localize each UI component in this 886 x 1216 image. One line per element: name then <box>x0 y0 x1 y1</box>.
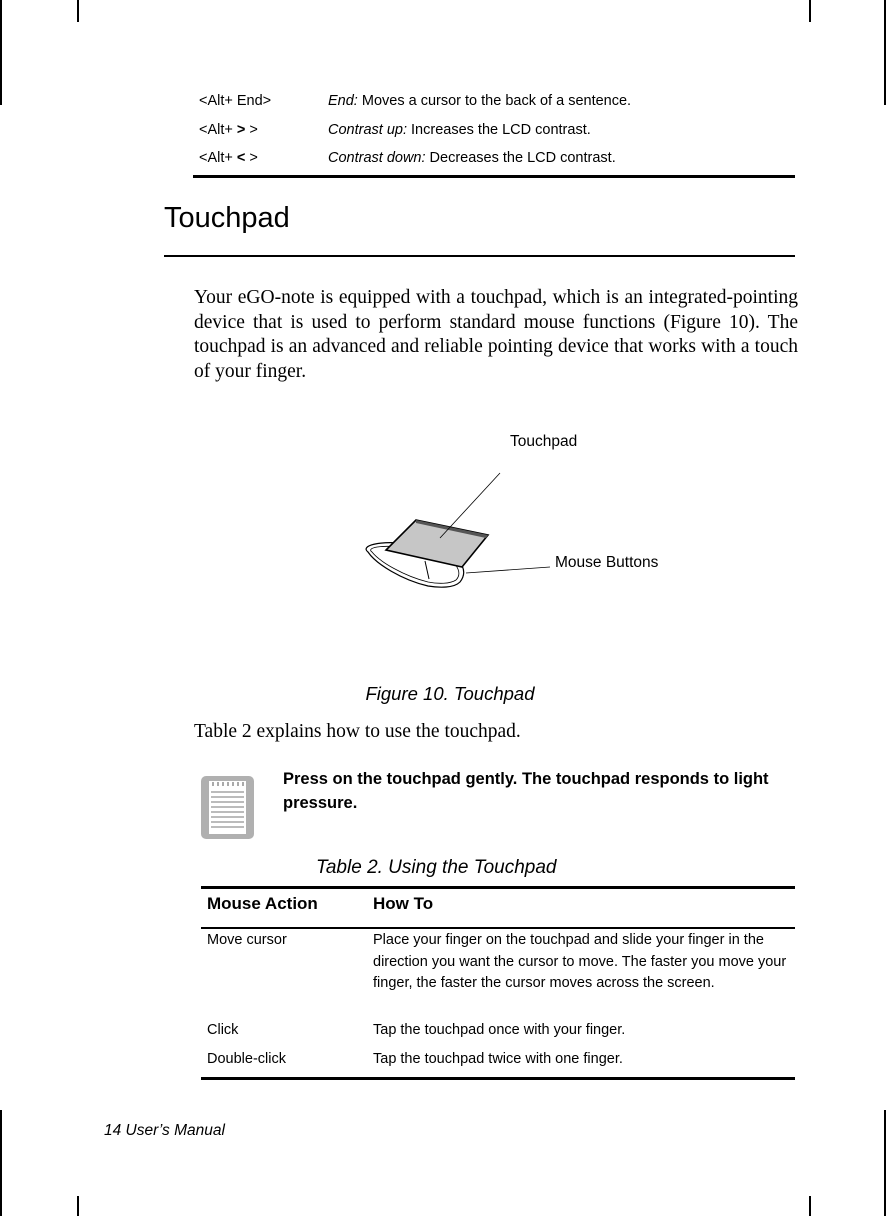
table-cell-howto: Tap the touchpad once with your finger. <box>373 1022 626 1038</box>
mouse-buttons-label: Mouse Buttons <box>555 554 659 571</box>
page-footer: 14 User’s Manual <box>104 1122 225 1139</box>
column-header-action: Mouse Action <box>207 894 318 913</box>
shortcut-description <box>328 149 616 167</box>
shortcut-description <box>328 92 631 110</box>
section-title: Touchpad <box>164 202 290 234</box>
shortcut-key: <Alt+ End> <box>199 93 272 109</box>
body-paragraph: Your eGO-note is equipped with a touchpad, which is an integrated-pointing device that is used to perform standard mouse functions (Figure 10). The touchpad is an advanced and reliable pointing device that works with a touch of your finger. <box>194 287 798 382</box>
shortcut-term: End: <box>328 93 358 109</box>
table-bottom-rule <box>201 1077 795 1080</box>
touchpad-leader <box>440 473 500 538</box>
crop-mark <box>884 0 886 105</box>
shortcut-text: Moves a cursor to the back of a sentence. <box>357 93 632 109</box>
shortcut-text: Decreases the LCD contrast. <box>425 150 616 166</box>
shortcut-term: Contrast down: <box>328 150 426 166</box>
crop-mark <box>0 0 2 105</box>
table-intro: Table 2 explains how to use the touchpad. <box>194 721 521 742</box>
column-header-howto: How To <box>373 894 434 913</box>
shortcut-key: <Alt+ < > <box>199 150 258 166</box>
table-cell-howto: Place your finger on the touchpad and slide your finger in the direction you want the cursor to move. The faster you move your finger, the faster the cursor moves across the screen. <box>373 932 787 991</box>
table-header-rule <box>201 927 795 929</box>
shortcut-text: Increases the LCD contrast. <box>407 122 591 138</box>
table-bottom-rule <box>193 175 795 178</box>
section-rule <box>164 255 795 257</box>
touchpad-illustration <box>350 460 570 600</box>
shortcut-term: Contrast up: <box>328 122 407 138</box>
figure-caption: Figure 10. Touchpad <box>365 683 535 704</box>
table-cell-action: Double-click <box>207 1051 286 1067</box>
crop-mark <box>77 0 79 22</box>
table-cell-action: Click <box>207 1022 239 1038</box>
note-text: Press on the touchpad gently. The touchpad responds to light pressure. <box>283 770 769 812</box>
table-cell-action: Move cursor <box>207 932 287 948</box>
crop-mark <box>809 1196 811 1216</box>
crop-mark <box>0 1110 2 1216</box>
buttons-leader <box>466 567 550 573</box>
crop-mark <box>77 1196 79 1216</box>
touchpad-label: Touchpad <box>510 433 578 450</box>
table-cell-howto: Tap the touchpad twice with one finger. <box>373 1051 623 1067</box>
crop-mark <box>809 0 811 22</box>
table-caption: Table 2. Using the Touchpad <box>316 857 557 878</box>
table-top-rule <box>201 886 795 889</box>
shortcut-description <box>328 121 591 139</box>
notepad-icon <box>200 775 256 841</box>
shortcut-key: <Alt+ > > <box>199 122 258 138</box>
crop-mark <box>884 1110 886 1216</box>
